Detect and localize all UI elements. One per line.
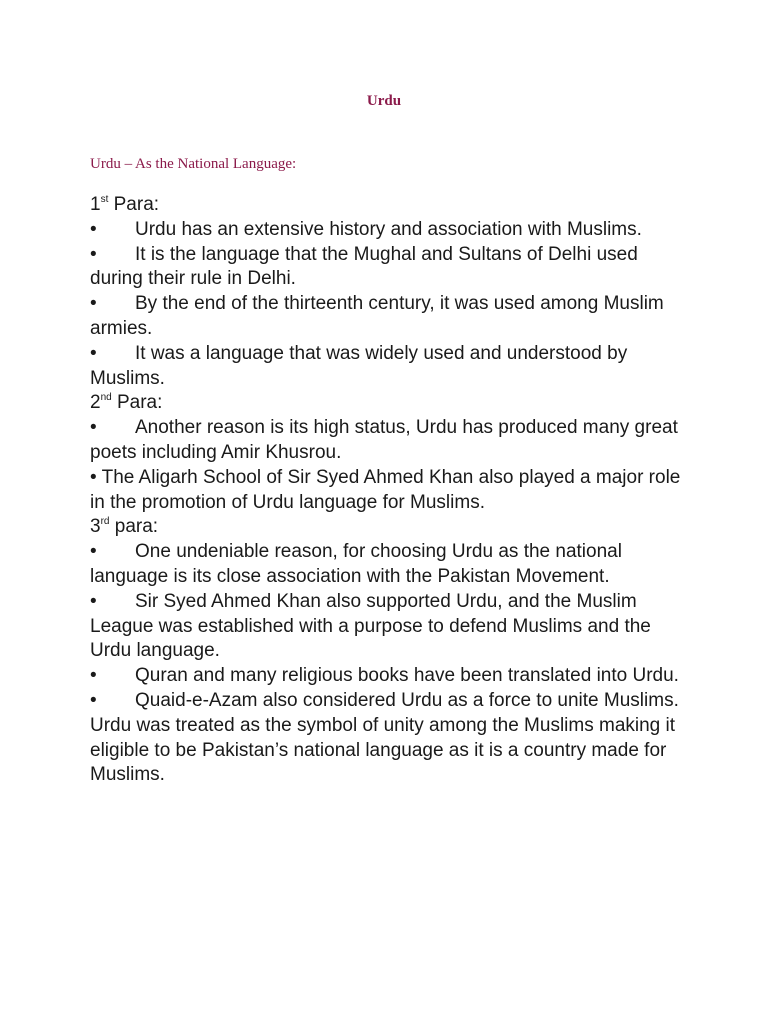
document-subtitle: Urdu – As the National Language: — [90, 156, 297, 172]
bullet-item: • By the end of the thirteenth century, it was used among Muslim armies. — [90, 293, 670, 339]
bullet-item: • It was a language that was widely used and understood by Muslims. — [90, 342, 633, 389]
bullet-icon: • — [90, 689, 97, 711]
bullet-icon: • — [90, 417, 97, 439]
bullet-item-inline: • The Aligarh School of Sir Syed Ahmed Khan also played a major role in the promotion of Urdu language for Muslims. — [90, 466, 686, 513]
section-heading-2: 2nd Para: — [90, 392, 163, 414]
bullet-item: • One undeniable reason, for choosing Urdu as the national language is its close association with the Pakistan Movement. — [90, 541, 628, 587]
bullet-item: • Another reason is its high status, Urdu has produced many great poets including Amir Khusrou. — [90, 417, 684, 463]
bullet-icon: • — [90, 590, 97, 612]
document-body — [90, 193, 690, 788]
bullet-item: • It is the language that the Mughal and Sultans of Delhi used during their rule in Delhi. — [90, 243, 644, 290]
bullet-item: • Quran and many religious books have been translated into Urdu. — [90, 664, 690, 689]
section-heading-3: 3rd para: — [90, 516, 159, 538]
bullet-icon: • — [90, 218, 97, 240]
bullet-icon: • — [90, 342, 97, 364]
bullet-icon: • — [90, 293, 97, 315]
bullet-icon: • — [90, 665, 97, 687]
bullet-icon: • — [90, 243, 97, 265]
bullet-icon: • — [90, 541, 97, 563]
bullet-item: • Sir Syed Ahmed Khan also supported Urdu, and the Muslim League was established with a purpose to defend Muslims and the Urdu language. — [90, 590, 657, 662]
section-heading-1: 1st Para: — [90, 194, 160, 215]
bullet-item: • Quaid-e-Azam also considered Urdu as a force to unite Muslims. Urdu was treated as the symbol of unity among the Muslims making it eligible to be Pakistan’s national language as it is a country made for Muslims. — [90, 689, 690, 786]
bullet-item: • Urdu has an extensive history and association with Muslims. — [90, 218, 690, 243]
document-title: Urdu — [366, 93, 402, 109]
